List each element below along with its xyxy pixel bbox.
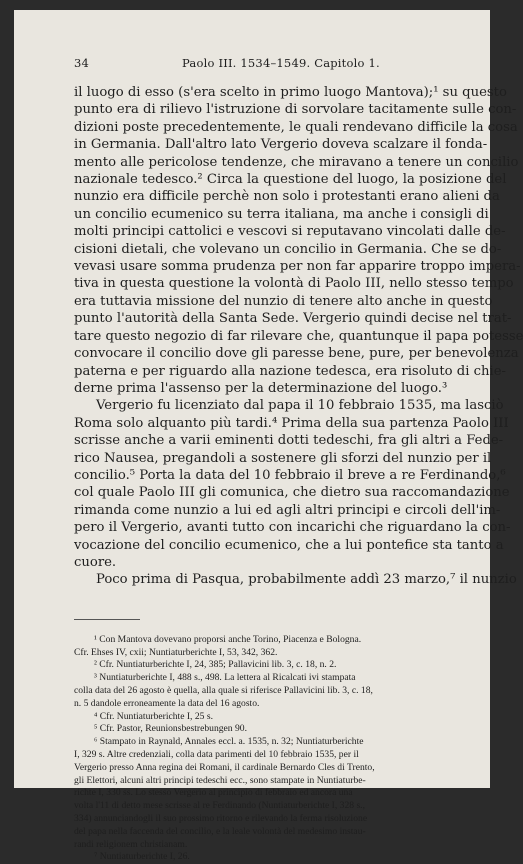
text-line: convocare il concilio dove gli paresse bene, pure, per benevolenza — [74, 346, 519, 362]
page-number: 34 — [74, 56, 90, 70]
footnote-line: I, 329 s. Altre credenziali, colla data parimenti del 10 febbraio 1535, per il — [74, 748, 359, 760]
text-line: Vergerio fu licenziato dal papa il 10 febbraio 1535, ma lasciò — [96, 398, 504, 414]
text-line: nunzio era difficile perchè non solo i protestanti erano alieni da — [74, 189, 500, 205]
text-line: concilio.⁵ Porta la data del 10 febbraio il breve a re Ferdinando,⁶ — [74, 467, 506, 483]
text-line: mento alle pericolose tendenze, che miravano a tenere un concilio — [74, 154, 519, 170]
footnote-line: ⁷ Nuntiaturberichte I, 26. — [94, 851, 190, 863]
text-line: cuore. — [74, 554, 117, 570]
main-text — [74, 84, 523, 589]
text-line: punto era di rilievo l'istruzione di sorvolare tacitamente sulle con- — [74, 102, 517, 118]
text-line: cisioni dietali, che volevano un concilio in Germania. Che se do- — [74, 241, 502, 257]
text-line: il luogo di esso (s'era scelto in primo luogo Mantova);¹ su questo — [74, 85, 507, 100]
text-line: tare questo negozio di far rilevare che, quantunque il papa potesse — [74, 328, 523, 344]
text-line: derne prima l'assenso per la determinazione del luogo.³ — [74, 380, 448, 396]
footnotes — [74, 634, 464, 864]
text-line: paterna e per riguardo alla nazione tedesca, era risoluto di chie- — [74, 363, 506, 379]
text-line: molti principi cattolici e vescovi si reputavano vincolati dalle de- — [74, 224, 506, 240]
text-line: in Germania. Dall'altro lato Vergerio doveva scalzare il fonda- — [74, 137, 488, 153]
text-line: Poco prima di Pasqua, probabilmente addì 23 marzo,⁷ il nunzio — [96, 572, 517, 588]
footnote-line: ² Cfr. Nuntiaturberichte I, 24, 385; Pallavicini lib. 3, c. 18, n. 2. — [94, 659, 337, 671]
text-line: vevasi usare somma prudenza per non far apparire troppo impera- — [74, 259, 521, 275]
footnote-line: gli Elettori, alcuni altri principi tedeschi ecc., sono stampate in Nuntiaturbe- — [74, 774, 366, 786]
footnote-line: ¹ Con Mantova dovevano proporsi anche Torino, Piacenza e Bologna. — [94, 633, 362, 645]
book-page — [14, 10, 523, 863]
text-line: un concilio ecumenico su terra italiana, ma anche i consigli di — [74, 206, 489, 222]
footnote-line: 334) annunciandogli il suo prossimo ritorno e rilevando la ferma risoluzione — [74, 812, 368, 824]
page-header — [74, 56, 464, 74]
footnote-line: Vergerio presso Anna regina dei Romani, il cardinale Bernardo Cles di Trento, — [74, 761, 375, 773]
footnote-line: Cfr. Ehses IV, cxii; Nuntiaturberichte I, 53, 342, 362. — [74, 646, 278, 658]
text-line: col quale Paolo III gli comunica, che dietro sua raccomandazione — [74, 485, 510, 501]
text-line: punto l'autorità della Santa Sede. Vergerio quindi decise nel trat- — [74, 311, 512, 327]
footnote-line: ⁵ Cfr. Pastor, Reunionsbestrebungen 90. — [94, 723, 247, 735]
footnote-divider — [74, 619, 140, 620]
footnote-line: volta l'11 di detto mese scrisse al re Ferdinando (Nuntiaturberichte I, 328 s., — [74, 800, 365, 812]
text-line: dizioni poste precedentemente, le quali rendevano difficile la cosa — [74, 119, 518, 135]
text-line: pero il Vergerio, avanti tutto con incarichi che riguardano la con- — [74, 520, 511, 536]
text-line: rimanda come nunzio a lui ed agli altri principi e circoli dell'im- — [74, 502, 501, 518]
text-line: vocazione del concilio ecumenico, che a lui pontefice sta tanto a — [74, 537, 504, 553]
text-line: rico Nausea, pregandoli a sostenere gli sforzi del nunzio per il — [74, 450, 492, 466]
footnote-line: randi religionem christianam. — [74, 838, 188, 850]
footnote-line: ⁴ Cfr. Nuntiaturberichte I, 25 s. — [94, 710, 213, 722]
text-line: nazionale tedesco.² Circa la questione del luogo, la posizione del — [74, 172, 507, 188]
footnote-line: ⁶ Stampato in Raynald, Annales eccl. a. 1535, n. 32; Nuntiaturberichte — [94, 736, 364, 748]
footnote-line: ³ Nuntiaturberichte I, 488 s., 498. La lettera al Ricalcati ivi stampata — [94, 672, 356, 684]
text-line: Roma solo alquanto più tardi.⁴ Prima della sua partenza Paolo III — [74, 415, 509, 431]
footnote-line: del papa nella faccenda del concilio, e la leale volontà del medesimo instau- — [74, 825, 366, 837]
running-title: Paolo III. 1534–1549. Capitolo 1. — [182, 56, 380, 70]
footnote-line: n. 5 dandole erroneamente la data del 16 agosto. — [74, 697, 260, 709]
footnote-line: colla data del 26 agosto è quella, alla quale si riferisce Pallavicini lib. 3, c. 18, — [74, 684, 373, 696]
text-line: tiva in questa questione la volontà di Paolo III, nello stesso tempo — [74, 276, 514, 292]
text-line: era tuttavia missione del nunzio di tenere alto anche in questo — [74, 293, 493, 309]
text-line: scrisse anche a varii eminenti dotti tedeschi, fra gli altri a Fede- — [74, 433, 504, 449]
footnote-line: richte I, 330 ss. Lo stesso Vergerio al principio di febbraio ed ancora una — [74, 787, 353, 799]
